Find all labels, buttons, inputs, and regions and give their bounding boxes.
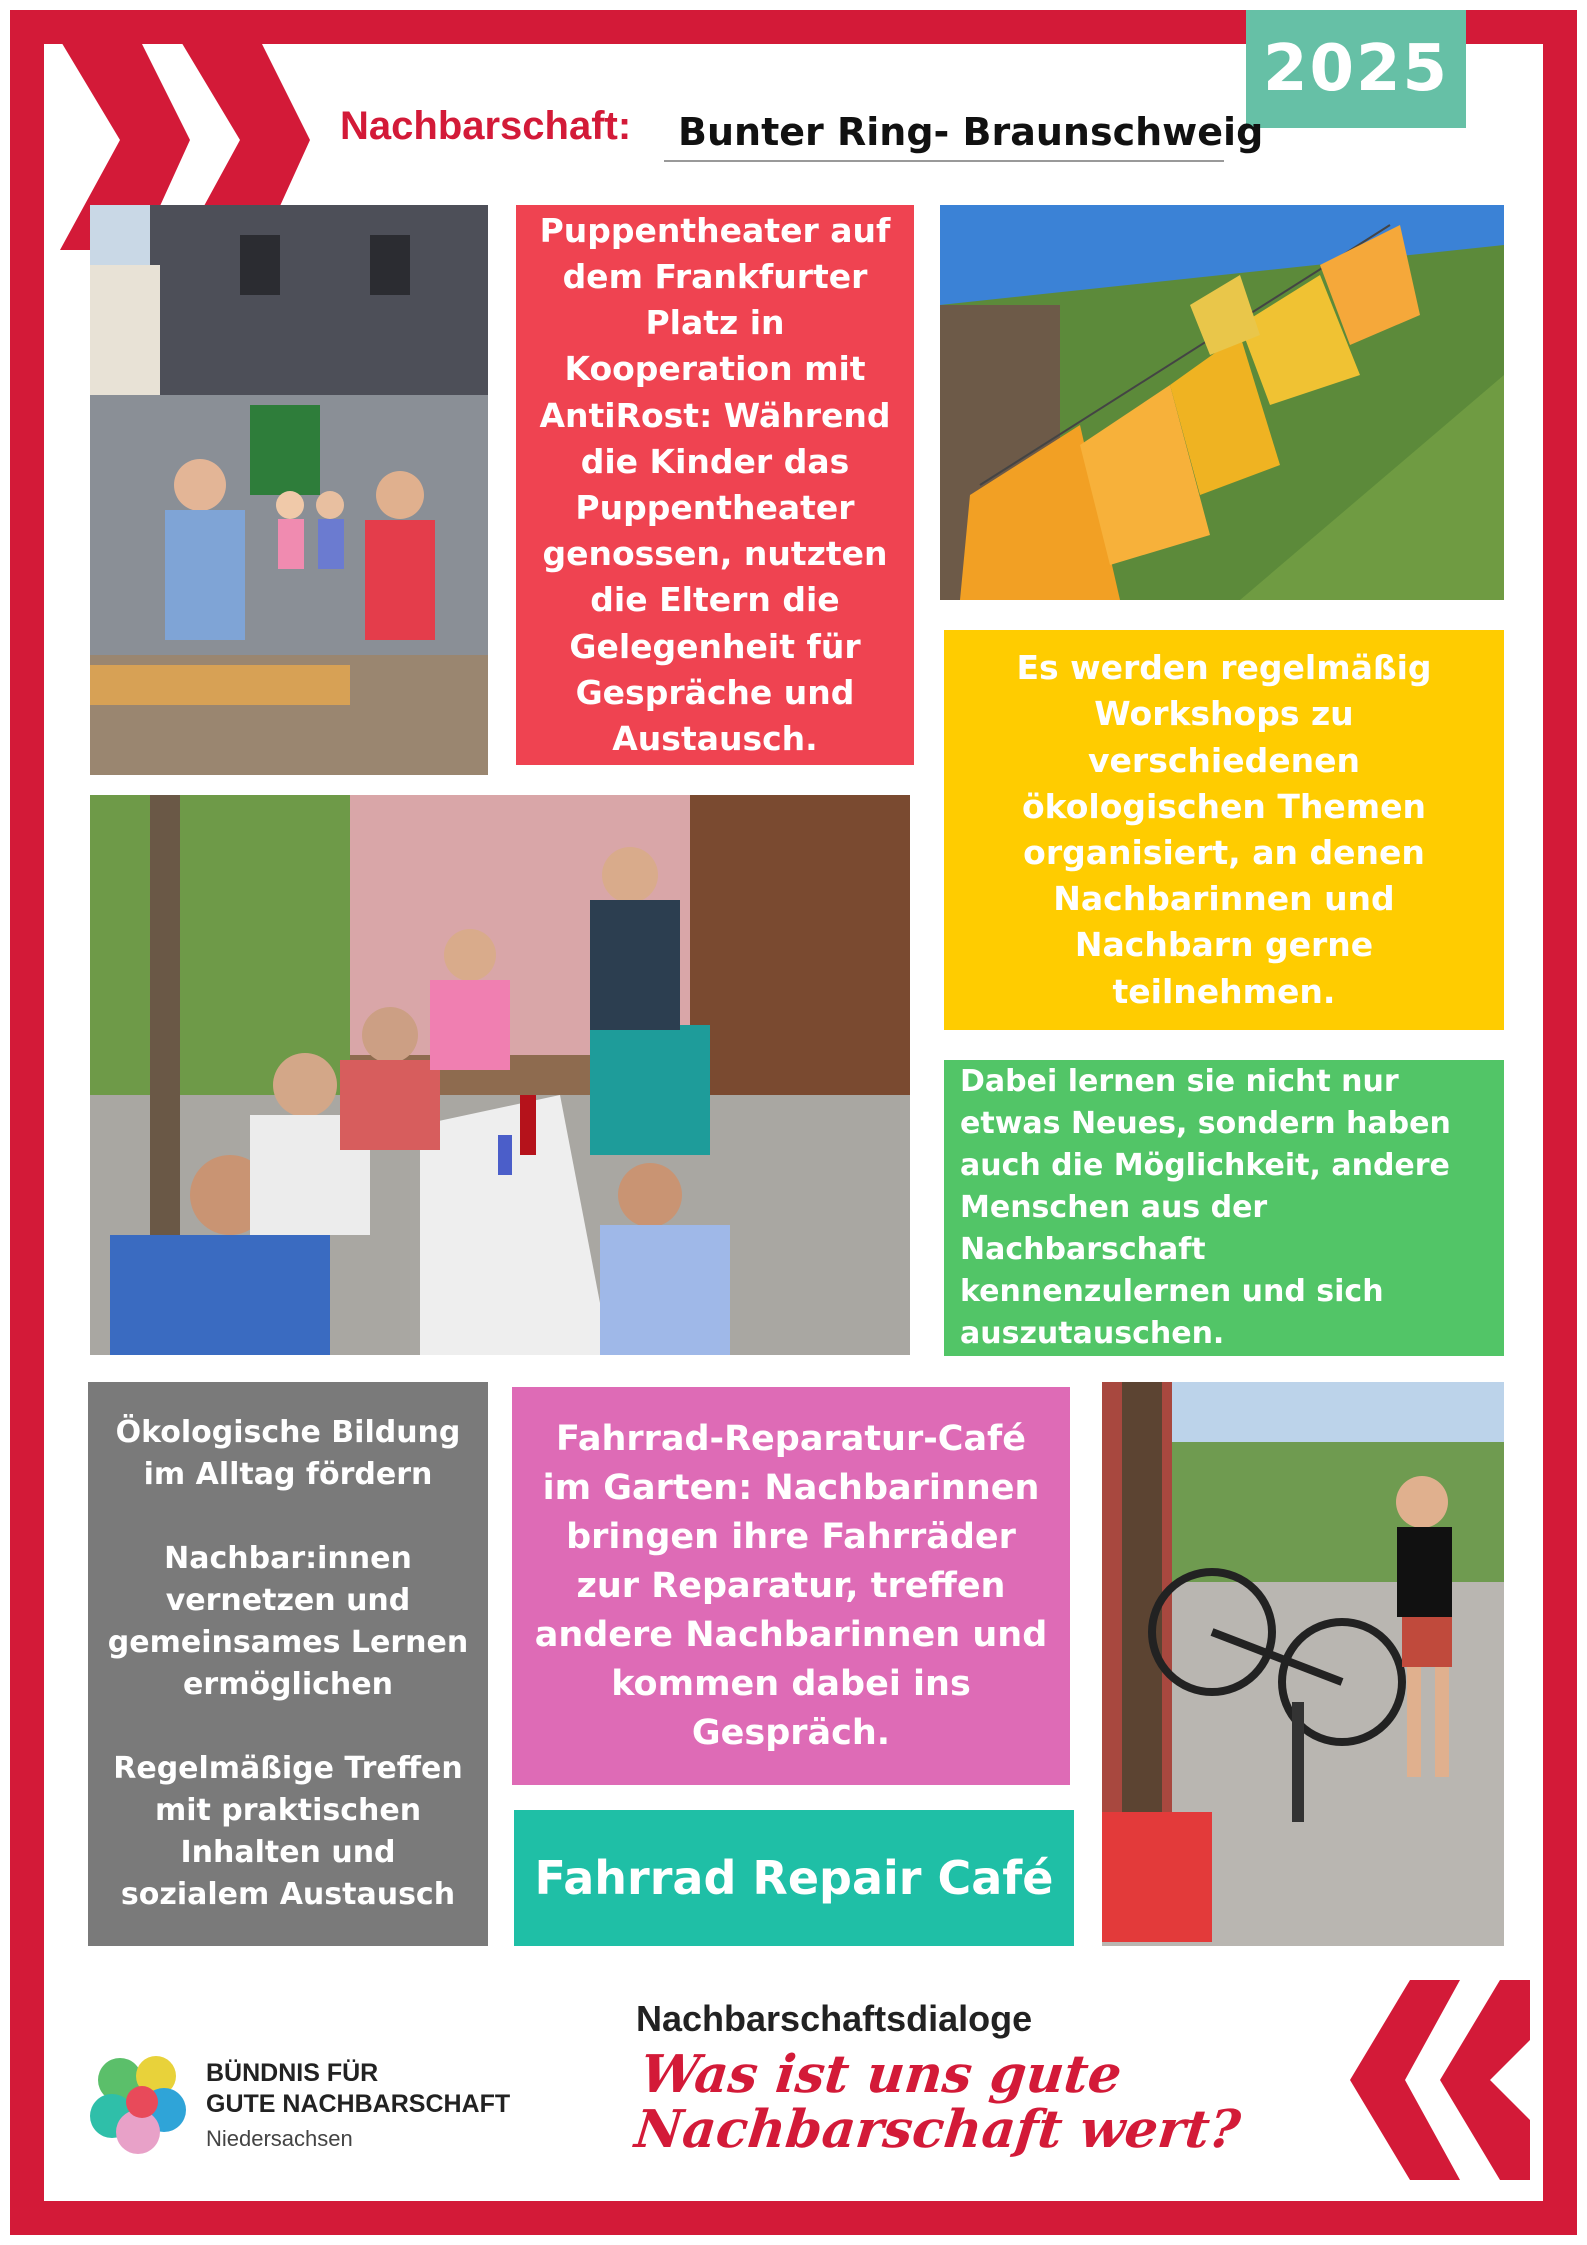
photo-dyed-fabrics [940,205,1504,600]
workshops-text-box: Es werden regelmäßig Workshops zu verschiedenen ökologischen Themen organisiert, an denen Nachbarinnen und Nachbarn gerne teilnehmen. [944,630,1504,1030]
logo-text [206,2058,510,2121]
buendnis-logo-icon [82,2050,190,2158]
title-location: Bunter Ring- Braunschweig [678,110,1264,154]
photo-bike-repair [1102,1382,1504,1946]
repair-cafe-label: Fahrrad Repair Café [514,1810,1074,1946]
title-underline [664,160,1224,162]
dialog-title: Nachbarschaftsdialoge [636,1998,1033,2039]
slogan [632,2044,1248,2160]
year-badge: 2025 [1246,10,1466,128]
photo-puppet-theater [90,205,488,775]
photo-workshop-table [90,795,910,1355]
title-prefix: Nachbarschaft: [340,104,632,148]
slogan-line-1: Was ist uns gute [637,2044,1125,2105]
logo-line-2: GUTE NACHBARSCHAFT [206,2090,511,2119]
puppet-theater-text-box: Puppentheater auf dem Frankfurter Platz in Kooperation mit AntiRost: Während die Kinder das Puppentheater genossen, nutzten die Eltern die Gelegenheit für Gespräche und Austausch. [516,205,914,765]
repair-cafe-text-box: Fahrrad-Reparatur-Café im Garten: Nachbarinnen bringen ihre Fahrräder zur Reparatur, treffen andere Nachbarinnen und kommen dabei ins Gespräch. [512,1387,1070,1785]
learning-text-box: Dabei lernen sie nicht nur etwas Neues, sondern haben auch die Möglichkeit, andere Menschen aus der Nachbarschaft kennenzulernen und sich auszutauschen. [944,1060,1504,1356]
logo-subtitle: Niedersachsen [206,2126,353,2151]
logo-line-1: BÜNDNIS FÜR [206,2059,379,2087]
goals-text-box: Ökologische Bildung im Alltag fördern Nachbar:innen vernetzen und gemeinsames Lernen ermöglichen Regelmäßige Treffen mit praktischen Inhalten und sozialem Austausch [88,1382,488,1946]
slogan-line-2: Nachbarschaft wert? [632,2098,1244,2160]
quote-chevrons-bottom-icon [1290,1970,1530,2190]
